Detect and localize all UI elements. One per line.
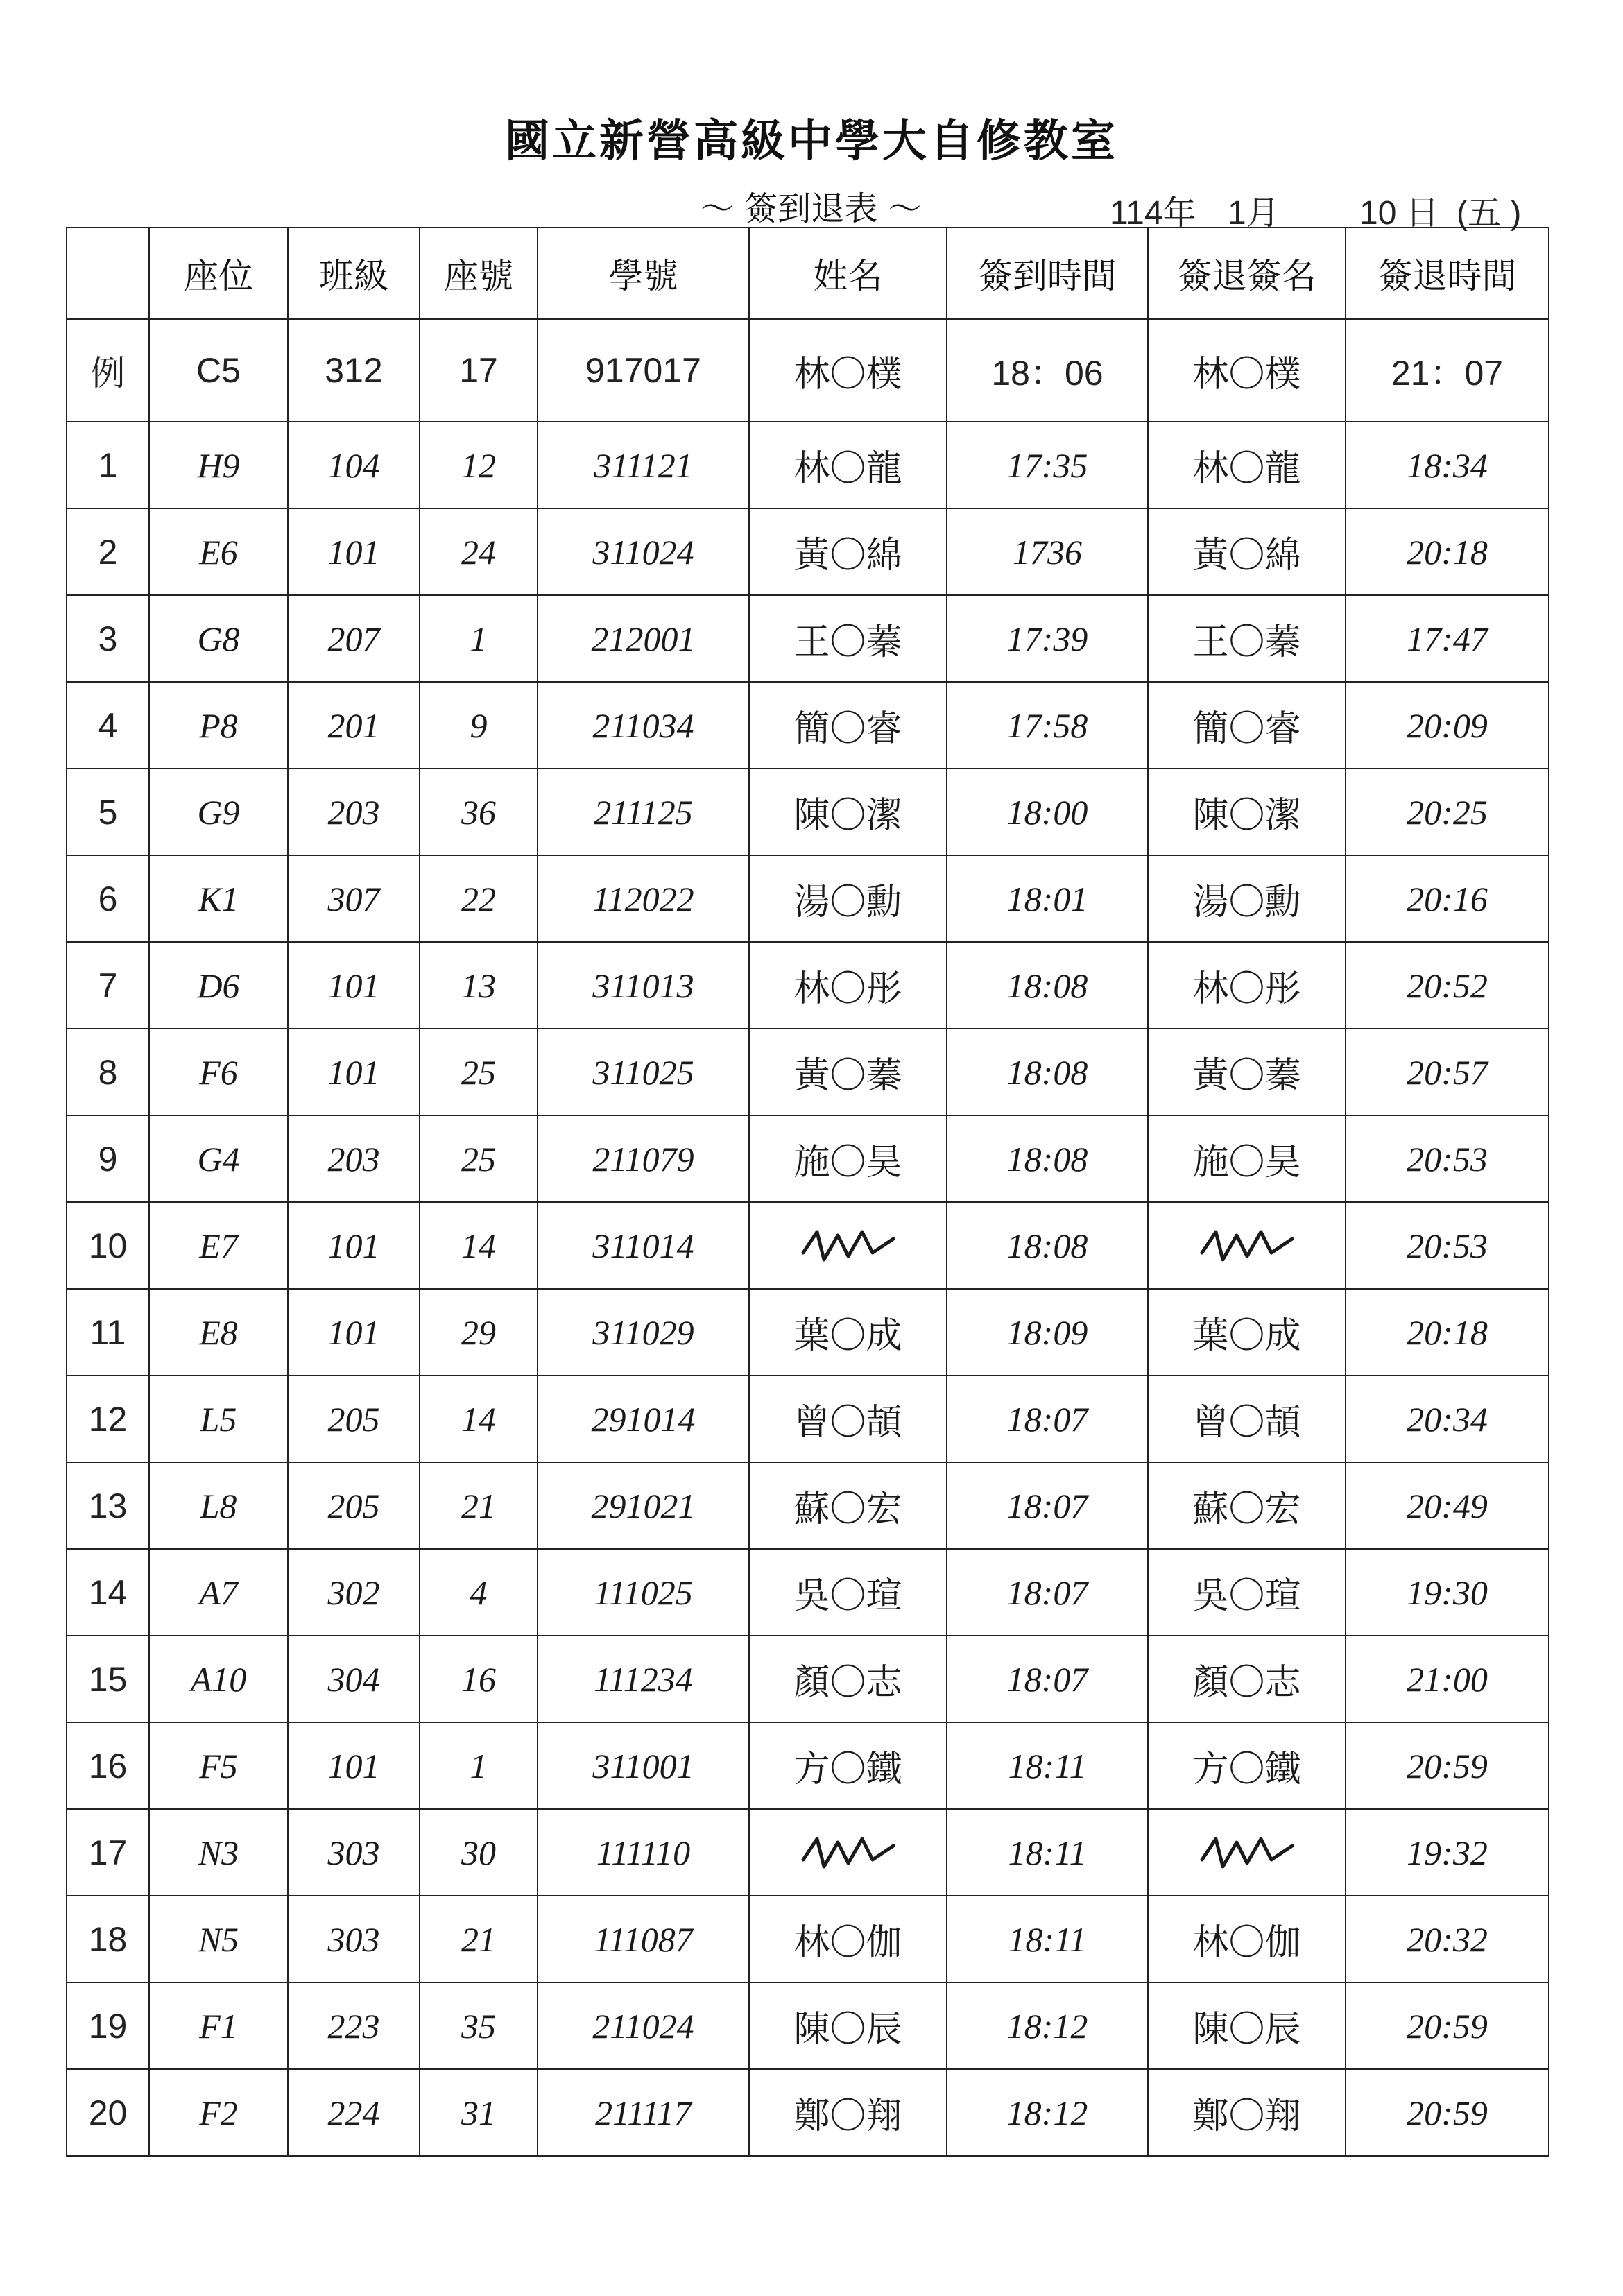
seat-no-cell: 4 xyxy=(420,1549,538,1636)
name-cell: 蘇〇宏 xyxy=(749,1462,947,1549)
signout-name-cell: 林〇伽 xyxy=(1148,1896,1346,1982)
table-row xyxy=(67,2069,1549,2156)
class-cell: 101 xyxy=(288,1289,420,1376)
name-cell: 林〇龍 xyxy=(749,422,947,508)
checkout-cell: 20:32 xyxy=(1346,1896,1549,1982)
checkin-cell: 18:00 xyxy=(947,769,1148,855)
date-weekday: (五 ) xyxy=(1457,195,1522,232)
table-row xyxy=(67,682,1549,769)
row-number: 例 xyxy=(67,319,149,422)
name-cell: 王〇蓁 xyxy=(749,595,947,682)
name-cell xyxy=(749,1202,947,1289)
signout-name-cell: 施〇昊 xyxy=(1148,1115,1346,1202)
checkout-cell: 20:25 xyxy=(1346,769,1549,855)
seat-cell: A10 xyxy=(149,1636,288,1722)
name-cell: 黃〇綿 xyxy=(749,508,947,595)
checkin-cell: 18:12 xyxy=(947,2069,1148,2156)
header-row xyxy=(67,228,1549,319)
name-cell: 林〇伽 xyxy=(749,1896,947,1982)
class-cell: 303 xyxy=(288,1809,420,1896)
seat-cell: F6 xyxy=(149,1029,288,1115)
signout-name-cell: 湯〇勳 xyxy=(1148,855,1346,942)
seat-cell: F5 xyxy=(149,1722,288,1809)
handwritten-signature xyxy=(796,1218,900,1274)
name-cell: 葉〇成 xyxy=(749,1289,947,1376)
table-row xyxy=(67,1722,1549,1809)
checkin-cell: 18:08 xyxy=(947,1202,1148,1289)
sign-in-table xyxy=(66,227,1549,2157)
table-row xyxy=(67,1896,1549,1982)
checkin-cell: 18:09 xyxy=(947,1289,1148,1376)
checkin-cell: 18:01 xyxy=(947,855,1148,942)
checkout-cell: 20:34 xyxy=(1346,1376,1549,1462)
seat-no-cell: 36 xyxy=(420,769,538,855)
seat-no-cell: 31 xyxy=(420,2069,538,2156)
checkin-cell: 18:07 xyxy=(947,1462,1148,1549)
checkout-cell: 20:53 xyxy=(1346,1202,1549,1289)
student-id-cell: 311014 xyxy=(538,1202,749,1289)
class-cell: 307 xyxy=(288,855,420,942)
checkout-cell: 20:59 xyxy=(1346,1722,1549,1809)
seat-cell: A7 xyxy=(149,1549,288,1636)
seat-no-cell: 21 xyxy=(420,1896,538,1982)
student-id-cell: 291014 xyxy=(538,1376,749,1462)
row-number: 3 xyxy=(67,595,149,682)
class-cell: 207 xyxy=(288,595,420,682)
seat-cell: E8 xyxy=(149,1289,288,1376)
table-row xyxy=(67,508,1549,595)
student-id-cell: 311029 xyxy=(538,1289,749,1376)
header-cell: 座位 xyxy=(149,228,288,319)
checkin-cell: 1736 xyxy=(947,508,1148,595)
row-number: 17 xyxy=(67,1809,149,1896)
seat-cell: L8 xyxy=(149,1462,288,1549)
checkin-cell: 17:35 xyxy=(947,422,1148,508)
signout-name-cell: 黃〇蓁 xyxy=(1148,1029,1346,1115)
class-cell: 203 xyxy=(288,769,420,855)
seat-no-cell: 9 xyxy=(420,682,538,769)
signout-name-cell: 葉〇成 xyxy=(1148,1289,1346,1376)
row-number: 13 xyxy=(67,1462,149,1549)
student-id-cell: 291021 xyxy=(538,1462,749,1549)
seat-no-cell: 14 xyxy=(420,1202,538,1289)
row-number: 18 xyxy=(67,1896,149,1982)
name-cell: 湯〇勳 xyxy=(749,855,947,942)
seat-no-cell: 14 xyxy=(420,1376,538,1462)
seat-no-cell: 13 xyxy=(420,942,538,1029)
table-row xyxy=(67,1982,1549,2069)
checkout-cell: 20:18 xyxy=(1346,1289,1549,1376)
name-cell: 林〇樸 xyxy=(749,319,947,422)
seat-cell: D6 xyxy=(149,942,288,1029)
row-number: 19 xyxy=(67,1982,149,2069)
checkin-cell: 18:12 xyxy=(947,1982,1148,2069)
seat-cell: E7 xyxy=(149,1202,288,1289)
seat-no-cell: 1 xyxy=(420,1722,538,1809)
class-cell: 303 xyxy=(288,1896,420,1982)
signout-name-cell: 顏〇志 xyxy=(1148,1636,1346,1722)
signout-name-cell: 蘇〇宏 xyxy=(1148,1462,1346,1549)
class-cell: 224 xyxy=(288,2069,420,2156)
name-cell: 陳〇潔 xyxy=(749,769,947,855)
name-cell: 陳〇辰 xyxy=(749,1982,947,2069)
seat-no-cell: 29 xyxy=(420,1289,538,1376)
signout-name-cell: 林〇彤 xyxy=(1148,942,1346,1029)
seat-no-cell: 12 xyxy=(420,422,538,508)
row-number: 14 xyxy=(67,1549,149,1636)
class-cell: 101 xyxy=(288,942,420,1029)
checkin-cell: 18:11 xyxy=(947,1722,1148,1809)
student-id-cell: 111087 xyxy=(538,1896,749,1982)
row-number: 4 xyxy=(67,682,149,769)
seat-no-cell: 21 xyxy=(420,1462,538,1549)
student-id-cell: 111234 xyxy=(538,1636,749,1722)
checkout-cell: 20:52 xyxy=(1346,942,1549,1029)
seat-no-cell: 25 xyxy=(420,1115,538,1202)
student-id-cell: 211117 xyxy=(538,2069,749,2156)
seat-cell: G8 xyxy=(149,595,288,682)
student-id-cell: 311024 xyxy=(538,508,749,595)
signout-name-cell xyxy=(1148,1202,1346,1289)
header-cell: 座號 xyxy=(420,228,538,319)
class-cell: 304 xyxy=(288,1636,420,1722)
seat-cell: E6 xyxy=(149,508,288,595)
student-id-cell: 311013 xyxy=(538,942,749,1029)
signout-name-cell: 林〇龍 xyxy=(1148,422,1346,508)
table-row xyxy=(67,855,1549,942)
student-id-cell: 112022 xyxy=(538,855,749,942)
checkin-cell: 18：06 xyxy=(947,319,1148,422)
seat-cell: P8 xyxy=(149,682,288,769)
student-id-cell: 211034 xyxy=(538,682,749,769)
seat-no-cell: 30 xyxy=(420,1809,538,1896)
seat-no-cell: 17 xyxy=(420,319,538,422)
checkout-cell: 20:09 xyxy=(1346,682,1549,769)
class-cell: 201 xyxy=(288,682,420,769)
checkin-cell: 18:08 xyxy=(947,1029,1148,1115)
name-cell: 施〇昊 xyxy=(749,1115,947,1202)
signout-name-cell: 陳〇辰 xyxy=(1148,1982,1346,2069)
checkout-cell: 20:57 xyxy=(1346,1029,1549,1115)
row-number: 9 xyxy=(67,1115,149,1202)
checkout-cell: 20:18 xyxy=(1346,508,1549,595)
seat-cell: N5 xyxy=(149,1896,288,1982)
row-number: 12 xyxy=(67,1376,149,1462)
signout-name-cell: 鄭〇翔 xyxy=(1148,2069,1346,2156)
class-cell: 205 xyxy=(288,1376,420,1462)
student-id-cell: 917017 xyxy=(538,319,749,422)
checkin-cell: 17:39 xyxy=(947,595,1148,682)
row-number: 16 xyxy=(67,1722,149,1809)
signout-name-cell: 王〇蓁 xyxy=(1148,595,1346,682)
class-cell: 302 xyxy=(288,1549,420,1636)
row-number: 2 xyxy=(67,508,149,595)
checkin-cell: 18:08 xyxy=(947,942,1148,1029)
seat-cell: G4 xyxy=(149,1115,288,1202)
signout-name-cell: 方〇鐵 xyxy=(1148,1722,1346,1809)
row-number: 20 xyxy=(67,2069,149,2156)
name-cell: 林〇彤 xyxy=(749,942,947,1029)
seat-no-cell: 22 xyxy=(420,855,538,942)
checkout-cell: 20:53 xyxy=(1346,1115,1549,1202)
checkin-cell: 18:08 xyxy=(947,1115,1148,1202)
row-number: 6 xyxy=(67,855,149,942)
checkout-cell: 19:30 xyxy=(1346,1549,1549,1636)
seat-cell: K1 xyxy=(149,855,288,942)
signout-name-cell: 吳〇瑄 xyxy=(1148,1549,1346,1636)
table-row xyxy=(67,1549,1549,1636)
checkout-cell: 17:47 xyxy=(1346,595,1549,682)
date-month: 1月 xyxy=(1228,195,1280,232)
seat-no-cell: 35 xyxy=(420,1982,538,2069)
row-number: 5 xyxy=(67,769,149,855)
header-cell: 學號 xyxy=(538,228,749,319)
checkin-cell: 18:07 xyxy=(947,1376,1148,1462)
checkout-cell: 18:34 xyxy=(1346,422,1549,508)
signout-name-cell: 黃〇綿 xyxy=(1148,508,1346,595)
class-cell: 101 xyxy=(288,508,420,595)
handwritten-signature xyxy=(796,1825,900,1881)
checkin-cell: 18:11 xyxy=(947,1896,1148,1982)
row-number: 8 xyxy=(67,1029,149,1115)
table-row xyxy=(67,1462,1549,1549)
header-cell: 簽退簽名 xyxy=(1148,228,1346,319)
student-id-cell: 212001 xyxy=(538,595,749,682)
class-cell: 101 xyxy=(288,1029,420,1115)
name-cell: 曾〇頡 xyxy=(749,1376,947,1462)
row-number: 10 xyxy=(67,1202,149,1289)
name-cell: 鄭〇翔 xyxy=(749,2069,947,2156)
table-row xyxy=(67,1636,1549,1722)
table-row xyxy=(67,1376,1549,1462)
student-id-cell: 311121 xyxy=(538,422,749,508)
seat-cell: C5 xyxy=(149,319,288,422)
signout-name-cell: 林〇樸 xyxy=(1148,319,1346,422)
seat-cell: N3 xyxy=(149,1809,288,1896)
checkout-cell: 20:49 xyxy=(1346,1462,1549,1549)
class-cell: 223 xyxy=(288,1982,420,2069)
name-cell xyxy=(749,1809,947,1896)
student-id-cell: 311001 xyxy=(538,1722,749,1809)
class-cell: 312 xyxy=(288,319,420,422)
class-cell: 205 xyxy=(288,1462,420,1549)
seat-cell: F1 xyxy=(149,1982,288,2069)
class-cell: 101 xyxy=(288,1722,420,1809)
form-title: 國立新營高級中學大自修教室 xyxy=(505,115,1118,167)
header-cell: 簽退時間 xyxy=(1346,228,1549,319)
table-row xyxy=(67,595,1549,682)
checkout-cell: 21:00 xyxy=(1346,1636,1549,1722)
handwritten-signature xyxy=(1195,1218,1299,1274)
seat-cell: H9 xyxy=(149,422,288,508)
student-id-cell: 211024 xyxy=(538,1982,749,2069)
date-year: 114年 xyxy=(1110,195,1196,232)
checkin-cell: 18:07 xyxy=(947,1549,1148,1636)
row-number: 15 xyxy=(67,1636,149,1722)
example-row xyxy=(67,319,1549,422)
table-row xyxy=(67,942,1549,1029)
checkout-cell: 21：07 xyxy=(1346,319,1549,422)
table-row xyxy=(67,1809,1549,1896)
student-id-cell: 211125 xyxy=(538,769,749,855)
handwritten-signature xyxy=(1195,1825,1299,1881)
header-cell: 班級 xyxy=(288,228,420,319)
seat-no-cell: 1 xyxy=(420,595,538,682)
name-cell: 黃〇蓁 xyxy=(749,1029,947,1115)
name-cell: 簡〇睿 xyxy=(749,682,947,769)
checkin-cell: 17:58 xyxy=(947,682,1148,769)
form-subtitle: ～ 簽到退表 ～ xyxy=(701,189,922,228)
signout-name-cell: 陳〇潔 xyxy=(1148,769,1346,855)
header-cell: 姓名 xyxy=(749,228,947,319)
signout-name-cell: 簡〇睿 xyxy=(1148,682,1346,769)
header-cell: 簽到時間 xyxy=(947,228,1148,319)
class-cell: 101 xyxy=(288,1202,420,1289)
row-number: 1 xyxy=(67,422,149,508)
student-id-cell: 311025 xyxy=(538,1029,749,1115)
student-id-cell: 211079 xyxy=(538,1115,749,1202)
checkin-cell: 18:07 xyxy=(947,1636,1148,1722)
row-number: 7 xyxy=(67,942,149,1029)
checkout-cell: 20:16 xyxy=(1346,855,1549,942)
class-cell: 104 xyxy=(288,422,420,508)
seat-cell: G9 xyxy=(149,769,288,855)
student-id-cell: 111025 xyxy=(538,1549,749,1636)
table-row xyxy=(67,1029,1549,1115)
checkin-cell: 18:11 xyxy=(947,1809,1148,1896)
table-row xyxy=(67,422,1549,508)
seat-no-cell: 16 xyxy=(420,1636,538,1722)
signout-name-cell: 曾〇頡 xyxy=(1148,1376,1346,1462)
name-cell: 顏〇志 xyxy=(749,1636,947,1722)
table-row xyxy=(67,1289,1549,1376)
header-cell xyxy=(67,228,149,319)
table-row xyxy=(67,1202,1549,1289)
name-cell: 方〇鐵 xyxy=(749,1722,947,1809)
checkout-cell: 19:32 xyxy=(1346,1809,1549,1896)
seat-no-cell: 25 xyxy=(420,1029,538,1115)
seat-cell: L5 xyxy=(149,1376,288,1462)
checkout-cell: 20:59 xyxy=(1346,2069,1549,2156)
student-id-cell: 111110 xyxy=(538,1809,749,1896)
table-row xyxy=(67,1115,1549,1202)
date-day: 10 日 xyxy=(1359,195,1439,232)
name-cell: 吳〇瑄 xyxy=(749,1549,947,1636)
class-cell: 203 xyxy=(288,1115,420,1202)
seat-no-cell: 24 xyxy=(420,508,538,595)
checkout-cell: 20:59 xyxy=(1346,1982,1549,2069)
seat-cell: F2 xyxy=(149,2069,288,2156)
signout-name-cell xyxy=(1148,1809,1346,1896)
table-row xyxy=(67,769,1549,855)
row-number: 11 xyxy=(67,1289,149,1376)
